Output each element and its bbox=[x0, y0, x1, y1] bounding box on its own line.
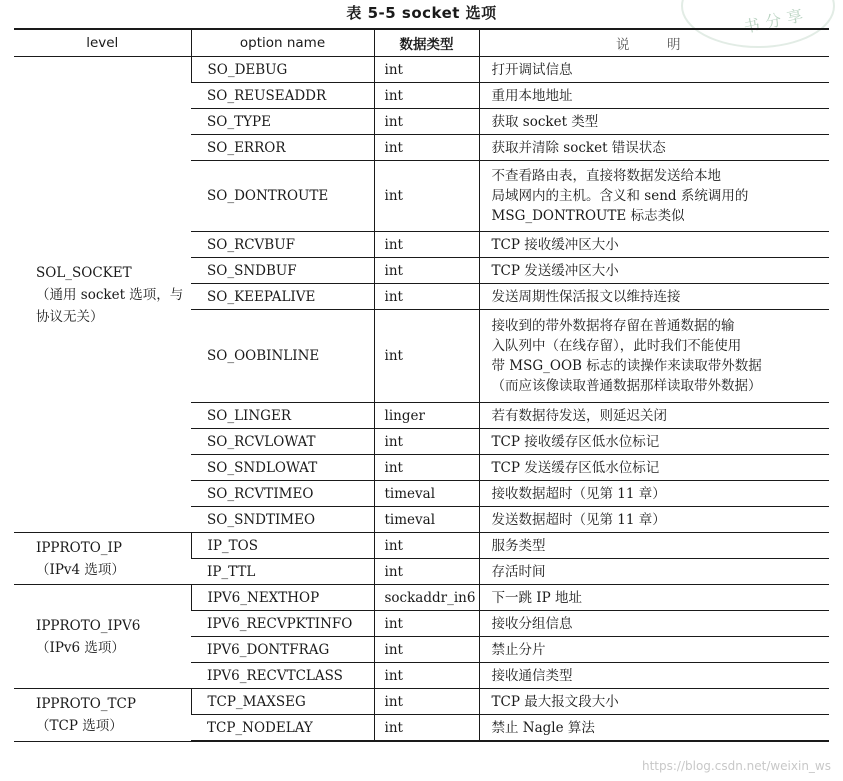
description-line: TCP 发送缓冲区大小 bbox=[491, 262, 619, 279]
description-line: 服务类型 bbox=[491, 537, 546, 554]
description-line: 带 MSG_OOB 标志的读操作来读取带外数据 bbox=[491, 358, 762, 374]
description-cell bbox=[479, 109, 829, 135]
data-type-cell: int bbox=[374, 109, 479, 135]
option-name-cell: IP_TTL bbox=[191, 559, 374, 585]
option-name-cell: SO_RCVLOWAT bbox=[191, 429, 374, 455]
data-type-cell: int bbox=[374, 637, 479, 663]
option-name-cell: SO_REUSEADDR bbox=[191, 83, 374, 109]
description-line: TCP 接收缓冲区大小 bbox=[491, 236, 619, 253]
data-type-cell: int bbox=[374, 559, 479, 585]
data-type-cell: sockaddr_in6 bbox=[374, 585, 479, 611]
option-name-cell: SO_SNDBUF bbox=[191, 258, 374, 284]
description-cell bbox=[479, 429, 829, 455]
data-type-cell: int bbox=[374, 611, 479, 637]
description-line: 禁止分片 bbox=[491, 641, 546, 658]
level-line: （IPv6 选项） bbox=[36, 639, 125, 656]
level-line: （TCP 选项） bbox=[36, 717, 123, 734]
option-name-cell: SO_OOBINLINE bbox=[191, 310, 374, 403]
data-type-cell: int bbox=[374, 161, 479, 232]
description-line: 接收到的带外数据将存留在普通数据的输 bbox=[491, 318, 735, 334]
description-line: 入队列中（在线存留），此时我们不能使用 bbox=[491, 338, 742, 354]
option-name-cell: TCP_NODELAY bbox=[191, 715, 374, 742]
option-name-cell: SO_SNDLOWAT bbox=[191, 455, 374, 481]
option-name-cell: SO_DEBUG bbox=[191, 57, 374, 83]
description-line: 发送周期性保活报文以维持连接 bbox=[491, 288, 681, 305]
data-type-cell: int bbox=[374, 663, 479, 689]
description-cell bbox=[479, 258, 829, 284]
data-type-cell: int bbox=[374, 310, 479, 403]
data-type-cell: int bbox=[374, 455, 479, 481]
level-line: （IPv4 选项） bbox=[36, 561, 125, 578]
option-name-cell: IP_TOS bbox=[191, 533, 374, 559]
description-cell bbox=[479, 689, 829, 715]
description-line: 获取并清除 socket 错误状态 bbox=[491, 139, 666, 156]
data-type-cell: int bbox=[374, 258, 479, 284]
socket-options-table bbox=[14, 28, 829, 742]
level-cell bbox=[14, 585, 191, 689]
level-cell bbox=[14, 533, 191, 585]
table-row bbox=[14, 57, 829, 83]
data-type-cell: int bbox=[374, 284, 479, 310]
description-cell bbox=[479, 663, 829, 689]
option-name-cell: SO_LINGER bbox=[191, 403, 374, 429]
option-name-cell: SO_RCVBUF bbox=[191, 232, 374, 258]
option-name-cell: SO_SNDTIMEO bbox=[191, 507, 374, 533]
data-type-cell: int bbox=[374, 715, 479, 742]
description-line: 若有数据待发送，则延迟关闭 bbox=[491, 407, 667, 424]
table-body bbox=[14, 57, 829, 742]
description-line: 存活时间 bbox=[491, 563, 546, 580]
description-cell bbox=[479, 161, 829, 232]
description-cell bbox=[479, 455, 829, 481]
description-line: 接收分组信息 bbox=[491, 615, 573, 632]
description-cell bbox=[479, 310, 829, 403]
data-type-cell: timeval bbox=[374, 507, 479, 533]
option-name-cell: SO_DONTROUTE bbox=[191, 161, 374, 232]
description-cell bbox=[479, 83, 829, 109]
header-description: 说 明 bbox=[479, 29, 829, 57]
description-line: 不查看路由表，直接将数据发送给本地 bbox=[491, 168, 721, 184]
data-type-cell: timeval bbox=[374, 481, 479, 507]
description-cell bbox=[479, 507, 829, 533]
table-row bbox=[14, 585, 829, 611]
header-option-name: option name bbox=[191, 29, 374, 57]
description-line: 重用本地地址 bbox=[491, 87, 573, 104]
data-type-cell: int bbox=[374, 57, 479, 83]
option-name-cell: SO_KEEPALIVE bbox=[191, 284, 374, 310]
description-line: 下一跳 IP 地址 bbox=[491, 589, 582, 606]
description-line: 发送数据超时（见第 11 章） bbox=[491, 511, 666, 528]
description-cell bbox=[479, 585, 829, 611]
description-cell bbox=[479, 559, 829, 585]
source-watermark: https://blog.csdn.net/weixin_ws bbox=[642, 759, 831, 773]
table-row bbox=[14, 689, 829, 715]
level-cell bbox=[14, 689, 191, 742]
option-name-cell: SO_ERROR bbox=[191, 135, 374, 161]
level-line: IPPROTO_TCP bbox=[36, 695, 136, 712]
description-line: MSG_DONTROUTE 标志类似 bbox=[491, 208, 685, 224]
description-line: 获取 socket 类型 bbox=[491, 113, 599, 130]
description-cell bbox=[479, 481, 829, 507]
level-line: IPPROTO_IP bbox=[36, 539, 122, 556]
description-line: （而应该像读取普通数据那样读取带外数据） bbox=[491, 378, 762, 394]
data-type-cell: int bbox=[374, 689, 479, 715]
description-cell bbox=[479, 232, 829, 258]
description-cell bbox=[479, 135, 829, 161]
data-type-cell: int bbox=[374, 135, 479, 161]
description-line: 禁止 Nagle 算法 bbox=[491, 719, 595, 736]
description-cell bbox=[479, 284, 829, 310]
description-line: TCP 接收缓存区低水位标记 bbox=[491, 433, 660, 450]
data-type-cell: int bbox=[374, 429, 479, 455]
description-line: 接收数据超时（见第 11 章） bbox=[491, 485, 666, 502]
option-name-cell: TCP_MAXSEG bbox=[191, 689, 374, 715]
level-cell bbox=[14, 57, 191, 533]
stamp-text: 书分享 bbox=[741, 4, 811, 37]
table-header-row bbox=[14, 29, 829, 57]
table-row bbox=[14, 533, 829, 559]
option-name-cell: SO_RCVTIMEO bbox=[191, 481, 374, 507]
description-line: TCP 发送缓存区低水位标记 bbox=[491, 459, 660, 476]
data-type-cell: linger bbox=[374, 403, 479, 429]
description-line: TCP 最大报文段大小 bbox=[491, 693, 619, 710]
level-line: IPPROTO_IPV6 bbox=[36, 617, 141, 634]
level-line: （通用 socket 选项，与 bbox=[36, 286, 184, 303]
data-type-cell: int bbox=[374, 533, 479, 559]
option-name-cell: IPV6_RECVTCLASS bbox=[191, 663, 374, 689]
option-name-cell: IPV6_DONTFRAG bbox=[191, 637, 374, 663]
description-cell bbox=[479, 57, 829, 83]
description-line: 接收通信类型 bbox=[491, 667, 573, 684]
level-line: SOL_SOCKET bbox=[36, 264, 132, 281]
description-cell bbox=[479, 715, 829, 742]
description-line: 局域网内的主机。含义和 send 系统调用的 bbox=[491, 188, 749, 204]
option-name-cell: IPV6_NEXTHOP bbox=[191, 585, 374, 611]
table-caption: 表 5-5 socket 选项 bbox=[346, 4, 497, 22]
description-cell bbox=[479, 533, 829, 559]
description-cell bbox=[479, 403, 829, 429]
description-line: 打开调试信息 bbox=[491, 61, 573, 78]
level-line: 协议无关） bbox=[36, 308, 104, 325]
data-type-cell: int bbox=[374, 83, 479, 109]
description-cell bbox=[479, 611, 829, 637]
header-level: level bbox=[14, 29, 191, 57]
option-name-cell: IPV6_RECVPKTINFO bbox=[191, 611, 374, 637]
option-name-cell: SO_TYPE bbox=[191, 109, 374, 135]
description-cell bbox=[479, 637, 829, 663]
header-data-type: 数据类型 bbox=[374, 29, 479, 57]
data-type-cell: int bbox=[374, 232, 479, 258]
